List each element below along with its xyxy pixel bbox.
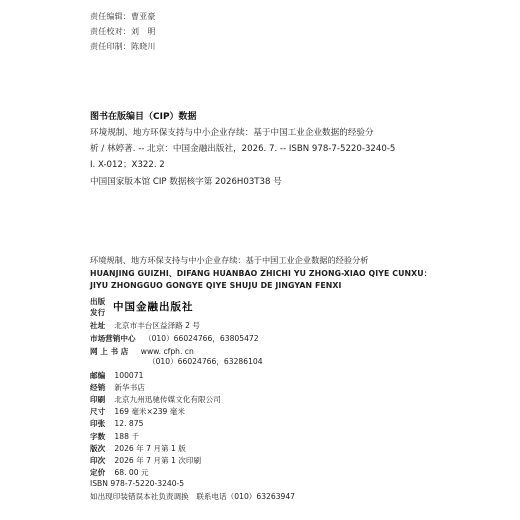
address-value: 北京市丰台区益泽路 2 号 [114, 321, 201, 330]
size-value: 169 毫米×239 毫米 [114, 407, 185, 416]
edition-row [90, 443, 186, 454]
size-label: 尺寸 [90, 407, 106, 416]
printing-row [90, 455, 201, 466]
edition-label: 版次 [90, 444, 106, 453]
printing-value: 2026 年 7 月第 1 次印刷 [114, 456, 202, 465]
words-label: 字数 [90, 432, 106, 441]
cip-heading: 图书在版编目（CIP）数据 [90, 112, 197, 122]
online-phone: （010）66024766，63286104 [148, 357, 263, 366]
proofreader-line: 责任校对：刘 明 [90, 27, 156, 36]
print-supervisor-line: 责任印制：陈晓川 [90, 42, 156, 51]
postcode-label: 邮编 [90, 371, 106, 380]
size-row [90, 406, 185, 417]
marketing-phone: （010）66024766，63805472 [143, 334, 259, 343]
publisher-label: 出版 [90, 297, 106, 306]
printer-label: 印刷 [90, 395, 106, 404]
marketing-label: 市场营销中心 [90, 334, 136, 343]
postcode-value: 100071 [114, 371, 144, 380]
book-title-pinyin: JIYU ZHONGGUO GONGYE QIYE SHUJU DE JINGYAN FENXI [90, 281, 342, 290]
distributor-value: 新华书店 [114, 383, 145, 392]
words-value: 188 千 [114, 432, 139, 441]
words-row [90, 431, 139, 442]
cip-line: 中国国家版本馆 CIP 数据核字第 2026H03T38 号 [90, 177, 282, 187]
edition-value: 2026 年 7 月第 1 版 [114, 444, 186, 453]
distributor-row [90, 382, 145, 393]
editor-line: 责任编辑：曹亚豪 [90, 12, 156, 21]
online-url[interactable]: www. cfph. cn [140, 347, 194, 356]
sheets-row [90, 418, 143, 429]
address-row [90, 320, 200, 331]
price-value: 68. 00 元 [114, 468, 149, 477]
isbn: ISBN 978-7-5220-3240-5 [90, 479, 185, 488]
printer-value: 北京九州迅驰传媒文化有限公司 [114, 395, 221, 404]
cip-line: Ⅰ. X-012；X322. 2 [90, 160, 165, 170]
postcode-row [90, 370, 143, 381]
sheets-value: 12. 875 [114, 419, 144, 428]
book-title-pinyin: HUANJING GUIZHI、DIFANG HUANBAO ZHICHI YU ZHONG-XIAO QIYE CUNXU： [90, 269, 432, 278]
publisher-logo: 中国金融出版社 [113, 301, 194, 313]
cip-line: 析 / 林婷著. -- 北京：中国金融出版社，2026. 7. -- ISBN 978-7-5220-3240-5 [90, 144, 396, 154]
price-row [90, 467, 149, 478]
distributor-label: 经销 [90, 383, 106, 392]
distributor-label: 发行 [90, 308, 106, 317]
address-label: 社址 [90, 321, 106, 330]
printer-row [90, 394, 221, 405]
cip-line: 环境规制、地方环保支持与中小企业存续：基于中国工业企业数据的经验分 [90, 128, 374, 138]
sheets-label: 印张 [90, 419, 106, 428]
book-title: 环境规制、地方环保支持与中小企业存续：基于中国工业企业数据的经验分析 [90, 255, 369, 265]
service-notice: 如出现印装错误本社负责调换 联系电话（010）63263947 [90, 492, 296, 501]
printing-label: 印次 [90, 456, 106, 465]
online-label: 网 上 书 店 [90, 347, 129, 356]
marketing-row [90, 333, 259, 344]
price-label: 定价 [90, 468, 106, 477]
